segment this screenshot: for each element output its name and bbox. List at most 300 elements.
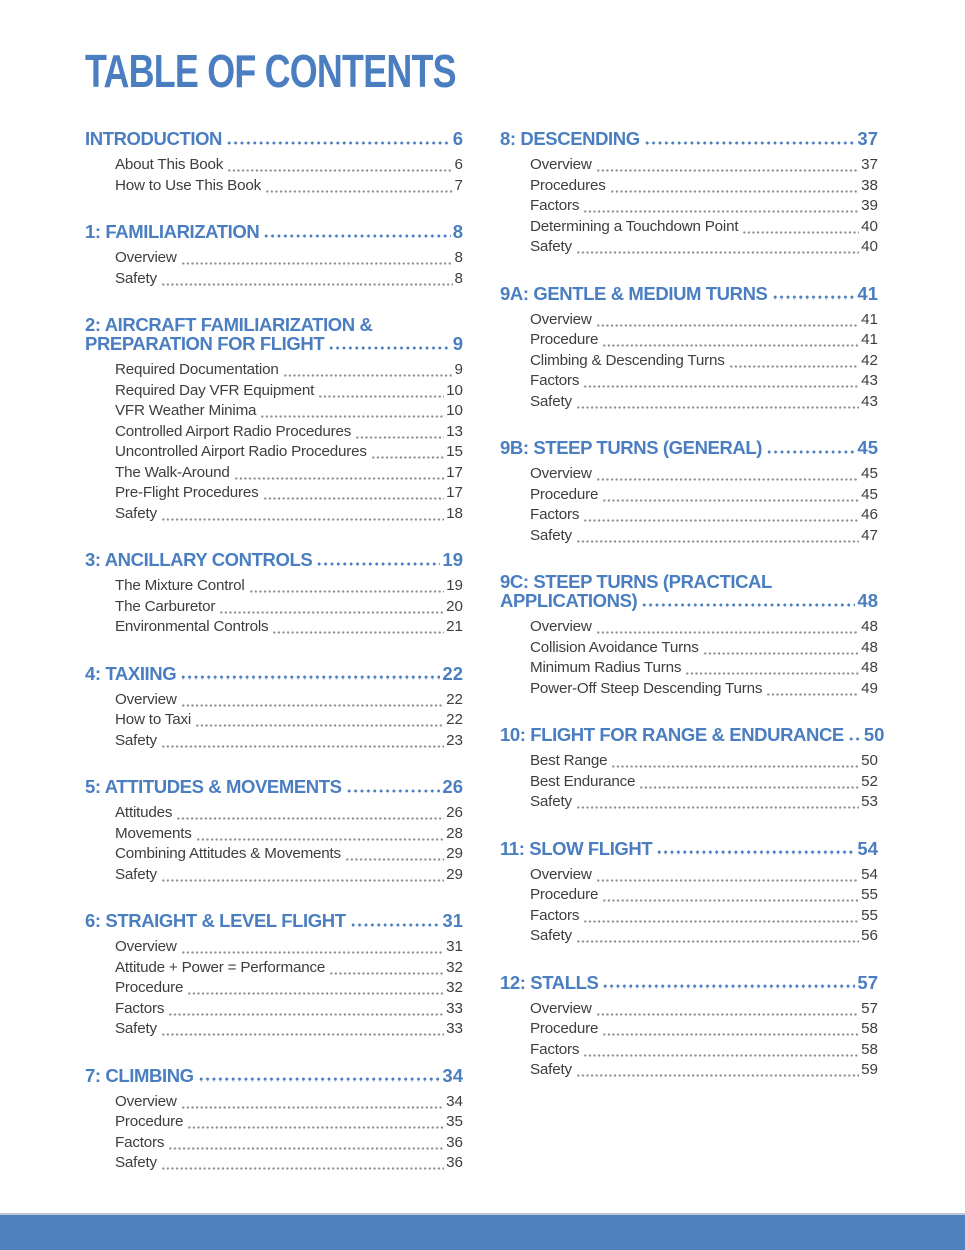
toc-section: [500, 438, 878, 546]
dot-leader: [161, 518, 444, 521]
section-title: 9B: STEEP TURNS (GENERAL): [500, 437, 763, 458]
toc-entry: [115, 504, 463, 525]
entry-label: Safety: [115, 1154, 157, 1171]
entry-page-number: 18: [446, 504, 463, 522]
toc-entry: [115, 617, 463, 638]
entry-label: Overview: [115, 938, 177, 955]
dot-leader: [180, 675, 440, 679]
dot-leader: [263, 234, 450, 238]
section-page-number: 54: [857, 837, 878, 859]
dot-leader: [168, 1013, 444, 1016]
entry-label: Procedure: [530, 485, 599, 503]
section-title-line1: 2: AIRCRAFT FAMILIARIZATION &: [85, 314, 373, 335]
entry-label: Attitudes: [115, 804, 173, 821]
section-items: [500, 310, 878, 413]
entry-page-number: 21: [446, 618, 463, 635]
entry-page-number: 15: [446, 443, 463, 460]
entry-label: Safety: [530, 1061, 572, 1078]
toc-entry: [115, 824, 463, 845]
entry-label: Minimum Radius Turns: [530, 659, 682, 676]
dot-leader: [318, 395, 444, 398]
section-items: [500, 999, 878, 1081]
section-page-number: 6: [452, 128, 463, 149]
entry-label: The Mixture Control: [115, 577, 245, 594]
toc-entry: [115, 597, 463, 618]
section-heading-row: [500, 284, 878, 303]
section-items: [85, 1092, 463, 1174]
entry-label: Environmental Controls: [115, 618, 269, 635]
dot-leader: [181, 951, 444, 954]
section-title: 12: STALLS: [500, 971, 599, 993]
dot-leader: [772, 295, 856, 299]
dot-leader: [226, 141, 451, 145]
entry-label: Factors: [530, 906, 580, 924]
entry-page-number: 57: [861, 999, 878, 1017]
entry-label: Safety: [115, 731, 157, 749]
entry-label: Attitude + Power = Performance: [115, 958, 326, 976]
section-heading-row: [500, 839, 878, 858]
section-page-number: 22: [442, 662, 463, 684]
entry-page-number: 55: [861, 906, 878, 924]
entry-label: Overview: [530, 156, 592, 173]
entry-label: Overview: [115, 1092, 177, 1110]
dot-leader: [583, 519, 859, 522]
entry-page-number: 36: [446, 1154, 463, 1171]
section-page-number: 19: [442, 549, 463, 570]
section-title: 6: STRAIGHT & LEVEL FLIGHT: [85, 910, 346, 931]
toc-entry: [530, 865, 878, 886]
toc-entry: [115, 844, 463, 865]
toc-entry: [530, 310, 878, 331]
dot-leader: [355, 436, 444, 439]
entry-label: Safety: [530, 526, 572, 544]
entry-label: Procedure: [530, 331, 599, 348]
toc-entry: [115, 1112, 463, 1133]
toc-entry: [530, 617, 878, 638]
dot-leader: [196, 838, 444, 841]
entry-label: The Carburetor: [115, 597, 216, 615]
dot-leader: [576, 540, 859, 543]
toc-entry: [530, 885, 878, 906]
entry-page-number: 26: [446, 804, 463, 821]
dot-leader: [641, 603, 855, 607]
entry-page-number: 22: [446, 690, 463, 708]
dot-leader: [176, 817, 444, 820]
toc-entry: [115, 1153, 463, 1174]
entry-label: Uncontrolled Airport Radio Procedures: [115, 443, 367, 460]
entry-page-number: 29: [446, 845, 463, 862]
entry-label: Procedures: [530, 176, 606, 194]
entry-label: Procedure: [115, 1113, 184, 1130]
section-heading-row: [500, 129, 878, 148]
entry-label: Overview: [530, 618, 592, 635]
dot-leader: [576, 251, 859, 254]
toc-entry: [530, 351, 878, 372]
entry-page-number: 32: [446, 979, 463, 996]
section-items: [500, 155, 878, 258]
toc-column-right: [500, 128, 885, 1200]
section-heading-row: [85, 911, 463, 930]
toc-entry: [115, 463, 463, 484]
entry-label: Factors: [530, 1040, 580, 1058]
entry-label: Movements: [115, 824, 192, 842]
entry-page-number: 8: [454, 269, 463, 287]
section-items: [85, 155, 463, 196]
toc-entry: [530, 505, 878, 526]
entry-page-number: 23: [446, 731, 463, 749]
dot-leader: [181, 1106, 444, 1109]
entry-page-number: 35: [446, 1113, 463, 1130]
toc-entry: [530, 772, 878, 793]
entry-label: Determining a Touchdown Point: [530, 217, 739, 235]
entry-label: Overview: [115, 690, 177, 708]
entry-page-number: 41: [861, 331, 878, 348]
toc-entry: [530, 658, 878, 679]
dot-leader: [596, 324, 859, 327]
section-page-number: 34: [442, 1064, 463, 1086]
dot-leader: [249, 590, 445, 593]
toc-entry: [115, 710, 463, 731]
toc-entry: [115, 865, 463, 886]
entry-label: Required Documentation: [115, 361, 279, 378]
section-page-number: 8: [452, 221, 463, 242]
dot-leader: [602, 899, 859, 902]
entry-page-number: 19: [446, 577, 463, 594]
section-items: [85, 803, 463, 885]
toc-entry: [530, 392, 878, 413]
toc-section: [85, 1066, 463, 1174]
toc-entry: [115, 422, 463, 443]
section-heading-row: [500, 591, 878, 610]
dot-leader: [161, 1033, 444, 1036]
dot-leader: [345, 858, 444, 861]
entry-page-number: 17: [446, 484, 463, 501]
dot-leader: [181, 704, 444, 707]
toc-section: [85, 664, 463, 752]
section-title: 5: ATTITUDES & MOVEMENTS: [85, 776, 342, 797]
entry-page-number: 50: [861, 752, 878, 769]
entry-page-number: 49: [861, 679, 878, 697]
entry-page-number: 41: [861, 310, 878, 328]
entry-label: Overview: [530, 999, 592, 1017]
dot-leader: [371, 456, 444, 459]
toc-entry: [530, 999, 878, 1020]
entry-page-number: 53: [861, 793, 878, 810]
section-heading-row: [500, 973, 878, 992]
dot-leader: [161, 283, 453, 286]
entry-label: Procedure: [115, 979, 184, 996]
entry-page-number: 10: [446, 381, 463, 399]
dot-leader: [161, 745, 444, 748]
dot-leader: [848, 737, 862, 741]
toc-entry: [530, 926, 878, 947]
toc-entry: [115, 576, 463, 597]
entry-page-number: 20: [446, 597, 463, 615]
entry-page-number: 55: [861, 886, 878, 903]
entry-label: Overview: [530, 465, 592, 482]
entry-label: Safety: [530, 238, 572, 255]
entry-label: Controlled Airport Radio Procedures: [115, 422, 352, 440]
section-heading-row: [85, 777, 463, 796]
entry-label: About This Book: [115, 156, 224, 173]
dot-leader: [181, 262, 453, 265]
toc-entry: [530, 155, 878, 176]
entry-page-number: 43: [861, 372, 878, 389]
dot-leader: [583, 385, 859, 388]
entry-page-number: 38: [861, 176, 878, 194]
dot-leader: [685, 672, 859, 675]
dot-leader: [766, 450, 855, 454]
toc-columns: [85, 128, 885, 1200]
toc-entry: [115, 483, 463, 504]
toc-entry: [530, 792, 878, 813]
toc-entry: [530, 196, 878, 217]
footer-bar: [0, 1213, 965, 1250]
toc-entry: [115, 978, 463, 999]
entry-page-number: 33: [446, 999, 463, 1017]
toc-entry: [115, 1092, 463, 1113]
dot-leader: [602, 344, 859, 347]
entry-page-number: 37: [861, 156, 878, 173]
dot-leader: [602, 1033, 859, 1036]
dot-leader: [161, 1167, 444, 1170]
entry-label: Safety: [115, 1020, 157, 1037]
entry-page-number: 43: [861, 392, 878, 410]
dot-leader: [260, 415, 444, 418]
toc-entry: [115, 999, 463, 1020]
dot-leader: [644, 141, 856, 145]
entry-page-number: 31: [446, 938, 463, 955]
toc-entry: [530, 176, 878, 197]
section-heading-row: [85, 550, 463, 569]
entry-page-number: 40: [861, 217, 878, 235]
section-heading-row: [85, 129, 463, 148]
entry-label: Procedure: [530, 886, 599, 903]
toc-entry: [530, 1040, 878, 1061]
dot-leader: [583, 210, 859, 213]
entry-label: Factors: [530, 506, 580, 523]
entry-label: How to Taxi: [115, 711, 192, 728]
dot-leader: [283, 374, 453, 377]
dot-leader: [610, 190, 859, 193]
entry-label: Safety: [115, 504, 157, 522]
entry-label: Best Endurance: [530, 772, 636, 790]
dot-leader: [227, 169, 452, 172]
toc-section: [85, 911, 463, 1040]
entry-label: VFR Weather Minima: [115, 402, 257, 419]
dot-leader: [187, 1126, 444, 1129]
section-heading-row: [500, 724, 885, 745]
entry-label: Climbing & Descending Turns: [530, 351, 725, 369]
toc-section: [85, 222, 463, 289]
toc-entry: [530, 237, 878, 258]
section-title-line2: PREPARATION FOR FLIGHT: [85, 333, 325, 354]
entry-page-number: 46: [861, 506, 878, 523]
toc-section: [500, 724, 885, 813]
section-page-number: 9: [452, 333, 463, 354]
section-heading-row: [85, 664, 463, 683]
dot-leader: [596, 478, 859, 481]
dot-leader: [576, 940, 859, 943]
entry-page-number: 59: [861, 1061, 878, 1078]
section-title: 3: ANCILLARY CONTROLS: [85, 549, 313, 570]
entry-page-number: 42: [861, 351, 878, 369]
entry-page-number: 58: [861, 1020, 878, 1037]
section-items: [85, 690, 463, 752]
entry-page-number: 48: [861, 618, 878, 635]
toc-section: [85, 550, 463, 638]
toc-column-left: [85, 129, 463, 1200]
dot-leader: [219, 611, 444, 614]
toc-entry: [530, 906, 878, 927]
entry-page-number: 56: [861, 927, 878, 944]
section-heading-row: [500, 438, 878, 457]
dot-leader: [195, 724, 444, 727]
section-title: 9A: GENTLE & MEDIUM TURNS: [500, 282, 768, 304]
dot-leader: [596, 169, 859, 172]
entry-label: Collision Avoidance Turns: [530, 638, 699, 656]
toc-entry: [530, 526, 878, 547]
toc-entry: [115, 442, 463, 463]
section-heading-row: [85, 334, 463, 353]
toc-entry: [530, 485, 878, 506]
toc-entry: [530, 464, 878, 485]
toc-entry: [115, 958, 463, 979]
entry-page-number: 45: [861, 485, 878, 503]
toc-section: [500, 284, 878, 413]
entry-page-number: 9: [454, 361, 463, 378]
section-title: 10: FLIGHT FOR RANGE & ENDURANCE: [500, 724, 844, 745]
toc-entry: [115, 803, 463, 824]
entry-label: Safety: [115, 269, 157, 287]
dot-leader: [766, 693, 859, 696]
toc-entry: [530, 638, 878, 659]
page-title: TABLE OF CONTENTS: [85, 45, 456, 97]
toc-entry: [530, 371, 878, 392]
entry-page-number: 28: [446, 824, 463, 842]
toc-entry: [115, 248, 463, 269]
dot-leader: [729, 365, 859, 368]
entry-page-number: 34: [446, 1092, 463, 1110]
toc-section: [500, 572, 878, 699]
section-heading-row: [85, 222, 463, 241]
entry-label: Factors: [115, 1133, 165, 1151]
section-title: INTRODUCTION: [85, 128, 223, 149]
section-title: 8: DESCENDING: [500, 128, 640, 149]
toc-entry: [530, 1060, 878, 1081]
toc-entry: [530, 751, 878, 772]
toc-entry: [530, 330, 878, 351]
toc-entry: [115, 176, 463, 197]
section-title: 11: SLOW FLIGHT: [500, 837, 653, 859]
dot-leader: [583, 920, 859, 923]
dot-leader: [602, 984, 855, 988]
dot-leader: [346, 789, 441, 793]
dot-leader: [161, 879, 444, 882]
entry-page-number: 48: [861, 638, 878, 656]
dot-leader: [703, 652, 859, 655]
dot-leader: [316, 562, 440, 566]
entry-page-number: 17: [446, 463, 463, 481]
entry-label: Factors: [530, 372, 580, 389]
entry-page-number: 13: [446, 422, 463, 440]
dot-leader: [329, 972, 444, 975]
dot-leader: [602, 499, 859, 502]
dot-leader: [596, 631, 859, 634]
dot-leader: [168, 1147, 444, 1150]
dot-leader: [187, 992, 444, 995]
toc-entry: [115, 360, 463, 381]
entry-label: Combining Attitudes & Movements: [115, 845, 341, 862]
toc-entry: [115, 269, 463, 290]
dot-leader: [656, 850, 855, 854]
section-items: [500, 617, 878, 699]
entry-label: Required Day VFR Equipment: [115, 381, 315, 399]
entry-label: Overview: [530, 310, 592, 328]
section-page-number: 31: [442, 910, 463, 931]
dot-leader: [583, 1054, 859, 1057]
section-page-number: 45: [857, 437, 878, 458]
entry-label: How to Use This Book: [115, 176, 261, 194]
toc-entry: [530, 217, 878, 238]
entry-page-number: 29: [446, 865, 463, 883]
entry-label: Procedure: [530, 1020, 599, 1037]
entry-page-number: 40: [861, 238, 878, 255]
entry-label: Best Range: [530, 752, 608, 769]
toc-entry: [115, 731, 463, 752]
dot-leader: [350, 923, 441, 927]
entry-page-number: 7: [454, 176, 463, 194]
toc-entry: [115, 401, 463, 422]
toc-section: [85, 777, 463, 885]
dot-leader: [198, 1077, 441, 1081]
toc-entry: [115, 690, 463, 711]
entry-page-number: 32: [446, 958, 463, 976]
section-items: [85, 937, 463, 1040]
entry-label: Safety: [530, 392, 572, 410]
entry-label: The Walk-Around: [115, 463, 230, 481]
dot-leader: [234, 477, 444, 480]
dot-leader: [328, 346, 450, 350]
toc-entry: [530, 1019, 878, 1040]
entry-page-number: 52: [861, 772, 878, 790]
entry-page-number: 6: [454, 156, 463, 173]
entry-page-number: 45: [861, 465, 878, 482]
entry-label: Factors: [115, 999, 165, 1017]
dot-leader: [576, 806, 859, 809]
entry-label: Safety: [530, 793, 572, 810]
toc-entry: [115, 381, 463, 402]
toc-entry: [115, 1133, 463, 1154]
toc-entry: [115, 937, 463, 958]
entry-page-number: 36: [446, 1133, 463, 1151]
dot-leader: [639, 786, 859, 789]
dot-leader: [596, 1013, 859, 1016]
entry-page-number: 54: [861, 865, 878, 883]
entry-label: Safety: [115, 865, 157, 883]
section-items: [85, 576, 463, 638]
section-title: 7: CLIMBING: [85, 1064, 194, 1086]
entry-label: Pre-Flight Procedures: [115, 484, 259, 501]
toc-section: [85, 129, 463, 196]
dot-leader: [611, 765, 859, 768]
toc-entry: [115, 155, 463, 176]
entry-page-number: 22: [446, 711, 463, 728]
dot-leader: [742, 231, 859, 234]
section-title-line2: APPLICATIONS): [500, 590, 638, 611]
section-page-number: 57: [857, 971, 878, 993]
section-page-number: 37: [857, 128, 878, 149]
